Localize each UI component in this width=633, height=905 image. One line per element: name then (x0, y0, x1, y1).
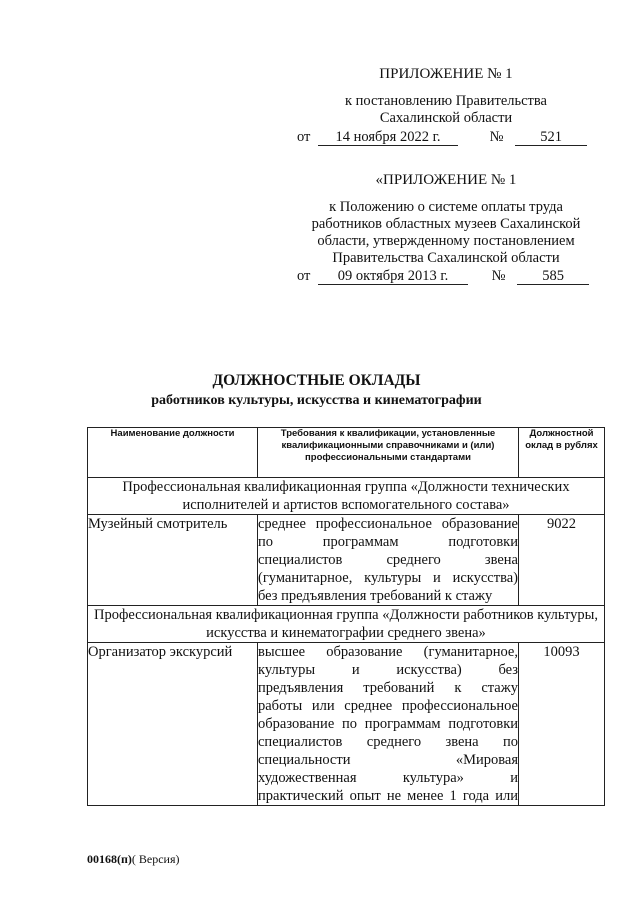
salary-value: 10093 (519, 643, 605, 806)
annex2-line2: работников областных музеев Сахалинской (311, 216, 581, 232)
requirement-line: работы или среднее профессиональное (258, 698, 518, 714)
annex1-date-row (297, 129, 587, 146)
annex1-line1: к постановлению Правительства (345, 93, 547, 109)
annex2-no-label: № (491, 268, 506, 284)
annex2-date: 09 октября 2013 г. (318, 268, 468, 285)
annex2-title: «ПРИЛОЖЕНИЕ № 1 (375, 172, 517, 188)
requirement-line: (гуманитарное, культуры и искусства) (258, 570, 518, 586)
requirement-line: культуры и искусства) без (258, 662, 518, 678)
requirement-line: предъявления требований к стажу (258, 680, 518, 696)
annex1-number: 521 (515, 129, 587, 146)
requirement-line: специальности «Мировая (258, 752, 518, 768)
annex2-line1: к Положению о системе оплаты труда (329, 199, 563, 215)
table-header-row (88, 428, 605, 478)
annex1-from-label: от (297, 129, 311, 145)
table-row (88, 515, 605, 606)
requirement-line: специалистов среднего звена (258, 552, 518, 568)
requirement-line: художественная культура» и (258, 770, 518, 786)
group-label-2: Профессиональная квалификационная группа «Должности работников культуры, искусства и кинематографии среднего звена» (88, 606, 605, 643)
requirement-line: образование по программам подготовки (258, 716, 518, 732)
requirement-line: среднее профессиональное образование (258, 516, 518, 532)
header-salary: Должностной оклад в рублях (519, 428, 605, 478)
annex2-number: 585 (517, 268, 589, 285)
annex1-date: 14 ноября 2022 г. (318, 129, 458, 146)
requirements-cell (258, 515, 519, 606)
salary-table (87, 427, 605, 806)
requirement-line: специалистов среднего звена по (258, 734, 518, 750)
requirements-cell (258, 643, 519, 806)
table-row (88, 643, 605, 806)
annex2-date-row (297, 268, 589, 285)
requirement-line: без предъявления требований к стажу (258, 588, 493, 604)
annex1-no-label: № (489, 129, 504, 145)
page-subtitle: работников культуры, искусства и кинематографии (151, 393, 482, 408)
requirement-line: высшее образование (гуманитарное, (258, 644, 518, 660)
header-position: Наименование должности (88, 428, 258, 478)
header-requirements: Требования к квалификации, установленные квалификационными справочниками и (или) профессиональными стандартами (258, 428, 519, 478)
position-name: Организатор экскурсий (88, 643, 258, 806)
group-label-1: Профессиональная квалификационная группа «Должности технических исполнителей и артистов вспомогательного состава» (88, 478, 605, 515)
document-code-number: 00168(п) (87, 852, 132, 866)
document-version: ( Версия) (131, 852, 180, 866)
annex2-line4: Правительства Сахалинской области (332, 250, 560, 266)
annex2-line3: области, утвержденному постановлением (317, 233, 575, 249)
annex1-line2: Сахалинской области (379, 110, 513, 126)
salary-value: 9022 (519, 515, 605, 606)
position-name: Музейный смотритель (88, 515, 258, 606)
page-title: ДОЛЖНОСТНЫЕ ОКЛАДЫ (212, 372, 421, 389)
group-row (88, 478, 605, 515)
group-row (88, 606, 605, 643)
annex2-text (296, 199, 596, 267)
requirement-line: по программам подготовки (258, 534, 518, 550)
requirement-line: практический опыт не менее 1 года или (258, 788, 518, 804)
annex1-title: ПРИЛОЖЕНИЕ № 1 (379, 66, 513, 82)
annex2-from-label: от (297, 268, 311, 284)
document-code (87, 852, 180, 867)
annex1-text (296, 93, 596, 127)
